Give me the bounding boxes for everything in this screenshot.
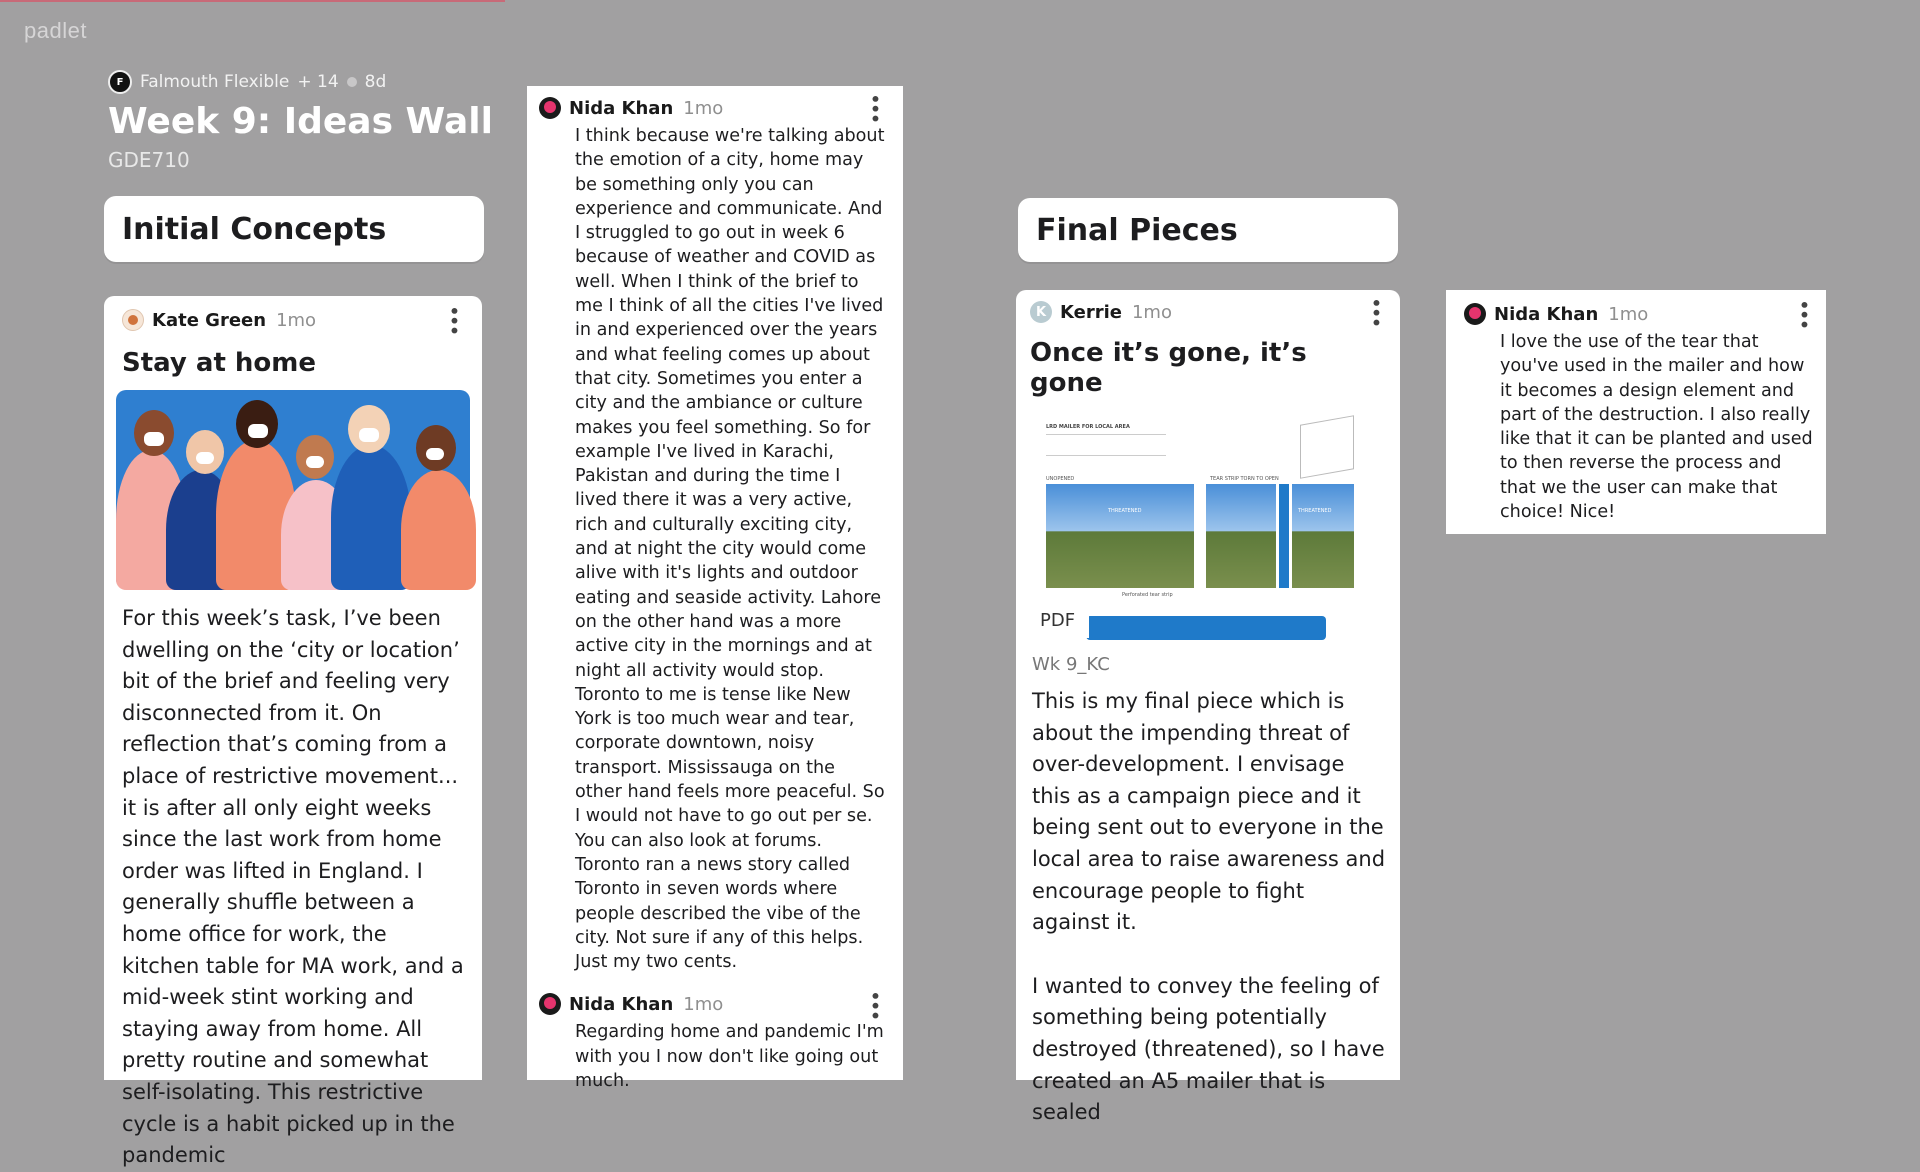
post-time: 1mo (1131, 301, 1172, 323)
comment-header (539, 990, 885, 1018)
post-time: 1mo (683, 97, 724, 119)
post-header (1464, 300, 1814, 328)
more-vertical-icon[interactable]: ••• (1364, 297, 1388, 327)
pdf-label-right: TEAR STRIP TORN TO OPEN (1210, 476, 1279, 482)
post-time: 1mo (276, 309, 317, 331)
user-avatar-icon[interactable] (539, 993, 561, 1015)
comment-author[interactable]: Nida Khan (569, 993, 674, 1015)
wall-age: 8d (364, 72, 387, 92)
user-avatar-icon[interactable]: K (1030, 301, 1052, 323)
section-initial-concepts[interactable] (104, 196, 484, 262)
wall-subtitle: GDE710 (108, 147, 190, 172)
sign-label: THREATENED (1108, 508, 1142, 514)
post-card-kerrie[interactable] (1016, 290, 1400, 1125)
more-vertical-icon[interactable]: ••• (863, 989, 887, 1020)
post-body: I think because we're talking about the emotion of a city, home may be something only you can experience and communicate. And I struggled to go out in week 6 because of weather and COVID as well. When I think of the brief to me I think of all the cities I've lived in and experienced over the years and what feeling comes up about that city. Sometimes you enter a city and the ambiance or culture makes you feel something. So for example I've lived in Karachi, Pakistan and during the time I lived there it was a very active, rich and culturally exciting city, and at night the city would come alive with it's lights and outdoor eating and seaside activity. Lahore on the other hand was a more active city in the mornings and at night all activity would stop. Toronto to me is tense like New York is too much wear and tear, corporate downtown, noisy transport. Mississauga on the other hand feels more peaceful. So I would not have to go out per se. You can also look at forums. Toronto ran a news story called Toronto in seven words where people described the vibe of the city. Not sure if any of this helps. Just my two cents. (575, 126, 885, 973)
post-header (1030, 298, 1386, 326)
crowd-illustration-image[interactable] (116, 390, 470, 589)
photo-unopened (1046, 484, 1194, 588)
post-body-paragraph-1: This is my final piece which is about the impending threat of over-development. I envisage this as a campaign piece and it being sent out to everyone in the local area to raise awareness and encourage people to fight against it. (1032, 689, 1386, 935)
post-author[interactable]: Kate Green (152, 309, 267, 331)
wall-title: Week 9: Ideas Wall (108, 101, 493, 142)
comment-body: Regarding home and pandemic I'm with you I now don't like going out much. (575, 1022, 884, 1091)
padlet-logo[interactable]: padlet (24, 18, 87, 43)
post-body: For this week’s task, I’ve been dwelling on the ‘city or location’ bit of the brief and feeling very disconnected from it. On reflection that’s coming from a place of restrictive movement... it is after all only eight weeks since the last work from home order was lifted in England. I generally shuffle between a home office for work, the kitchen table for MA work, and a mid-week stint working and staying away from home. All pretty routine and somewhat self-isolating. This restrictive cycle is a habit picked up in the pandemic (122, 606, 464, 1168)
post-title: Once it’s gone, it’s gone (1030, 338, 1307, 398)
more-vertical-icon[interactable]: ••• (863, 93, 887, 123)
post-author[interactable]: Nida Khan (569, 97, 674, 119)
attachment-name[interactable]: Wk 9_KC (1032, 654, 1110, 675)
user-avatar-icon[interactable] (1464, 303, 1486, 325)
pdf-type-badge: PDF (1026, 602, 1089, 638)
post-author[interactable]: Nida Khan (1494, 303, 1599, 325)
photo-torn (1206, 484, 1354, 588)
org-avatar-icon[interactable]: F (108, 70, 132, 94)
top-progress-line (0, 0, 505, 2)
envelope-sketch (1300, 415, 1354, 479)
more-vertical-icon[interactable]: ••• (1792, 299, 1816, 329)
post-header (539, 94, 885, 122)
sign-label: THREATENED (1298, 508, 1332, 514)
section-final-pieces[interactable] (1018, 198, 1398, 262)
post-card-nida-khan-3[interactable] (1446, 290, 1826, 534)
contributors-count[interactable]: + 14 (297, 72, 339, 92)
comment-time: 1mo (683, 993, 724, 1015)
post-card-kate-green[interactable] (104, 296, 482, 1168)
wall-header (108, 70, 528, 172)
user-avatar-icon[interactable] (539, 97, 561, 119)
section-label: Initial Concepts (122, 211, 387, 247)
separator-dot-icon (347, 77, 357, 87)
pdf-preview-strip (1086, 616, 1326, 640)
post-time: 1mo (1608, 303, 1649, 325)
pdf-heading: LRD MAILER FOR LOCAL AREA (1046, 424, 1130, 430)
org-name[interactable]: Falmouth Flexible (140, 72, 290, 92)
pdf-caption: Perforated tear strip (1122, 592, 1173, 598)
post-card-nida-khan-1[interactable] (527, 86, 903, 1091)
more-vertical-icon[interactable]: ••• (442, 305, 466, 335)
pdf-text-block (1046, 434, 1166, 456)
user-avatar-icon[interactable] (122, 309, 144, 331)
post-body (1032, 686, 1388, 1129)
post-body: I love the use of the tear that you've used in the mailer and how it becomes a design element and part of the destruction. I also really like that it can be planted and used to then reverse the process and that we the user can make that choice! Nice! (1500, 332, 1813, 523)
pdf-label-left: UNOPENED (1046, 476, 1075, 482)
wall-meta (108, 70, 528, 94)
section-label: Final Pieces (1036, 212, 1238, 248)
post-title: Stay at home (122, 348, 317, 378)
post-body-paragraph-2: I wanted to convey the feeling of something being potentially destroyed (threatened), so I have created an A5 mailer that is sealed (1032, 973, 1385, 1125)
post-header (122, 306, 464, 334)
post-author[interactable]: Kerrie (1060, 301, 1122, 323)
